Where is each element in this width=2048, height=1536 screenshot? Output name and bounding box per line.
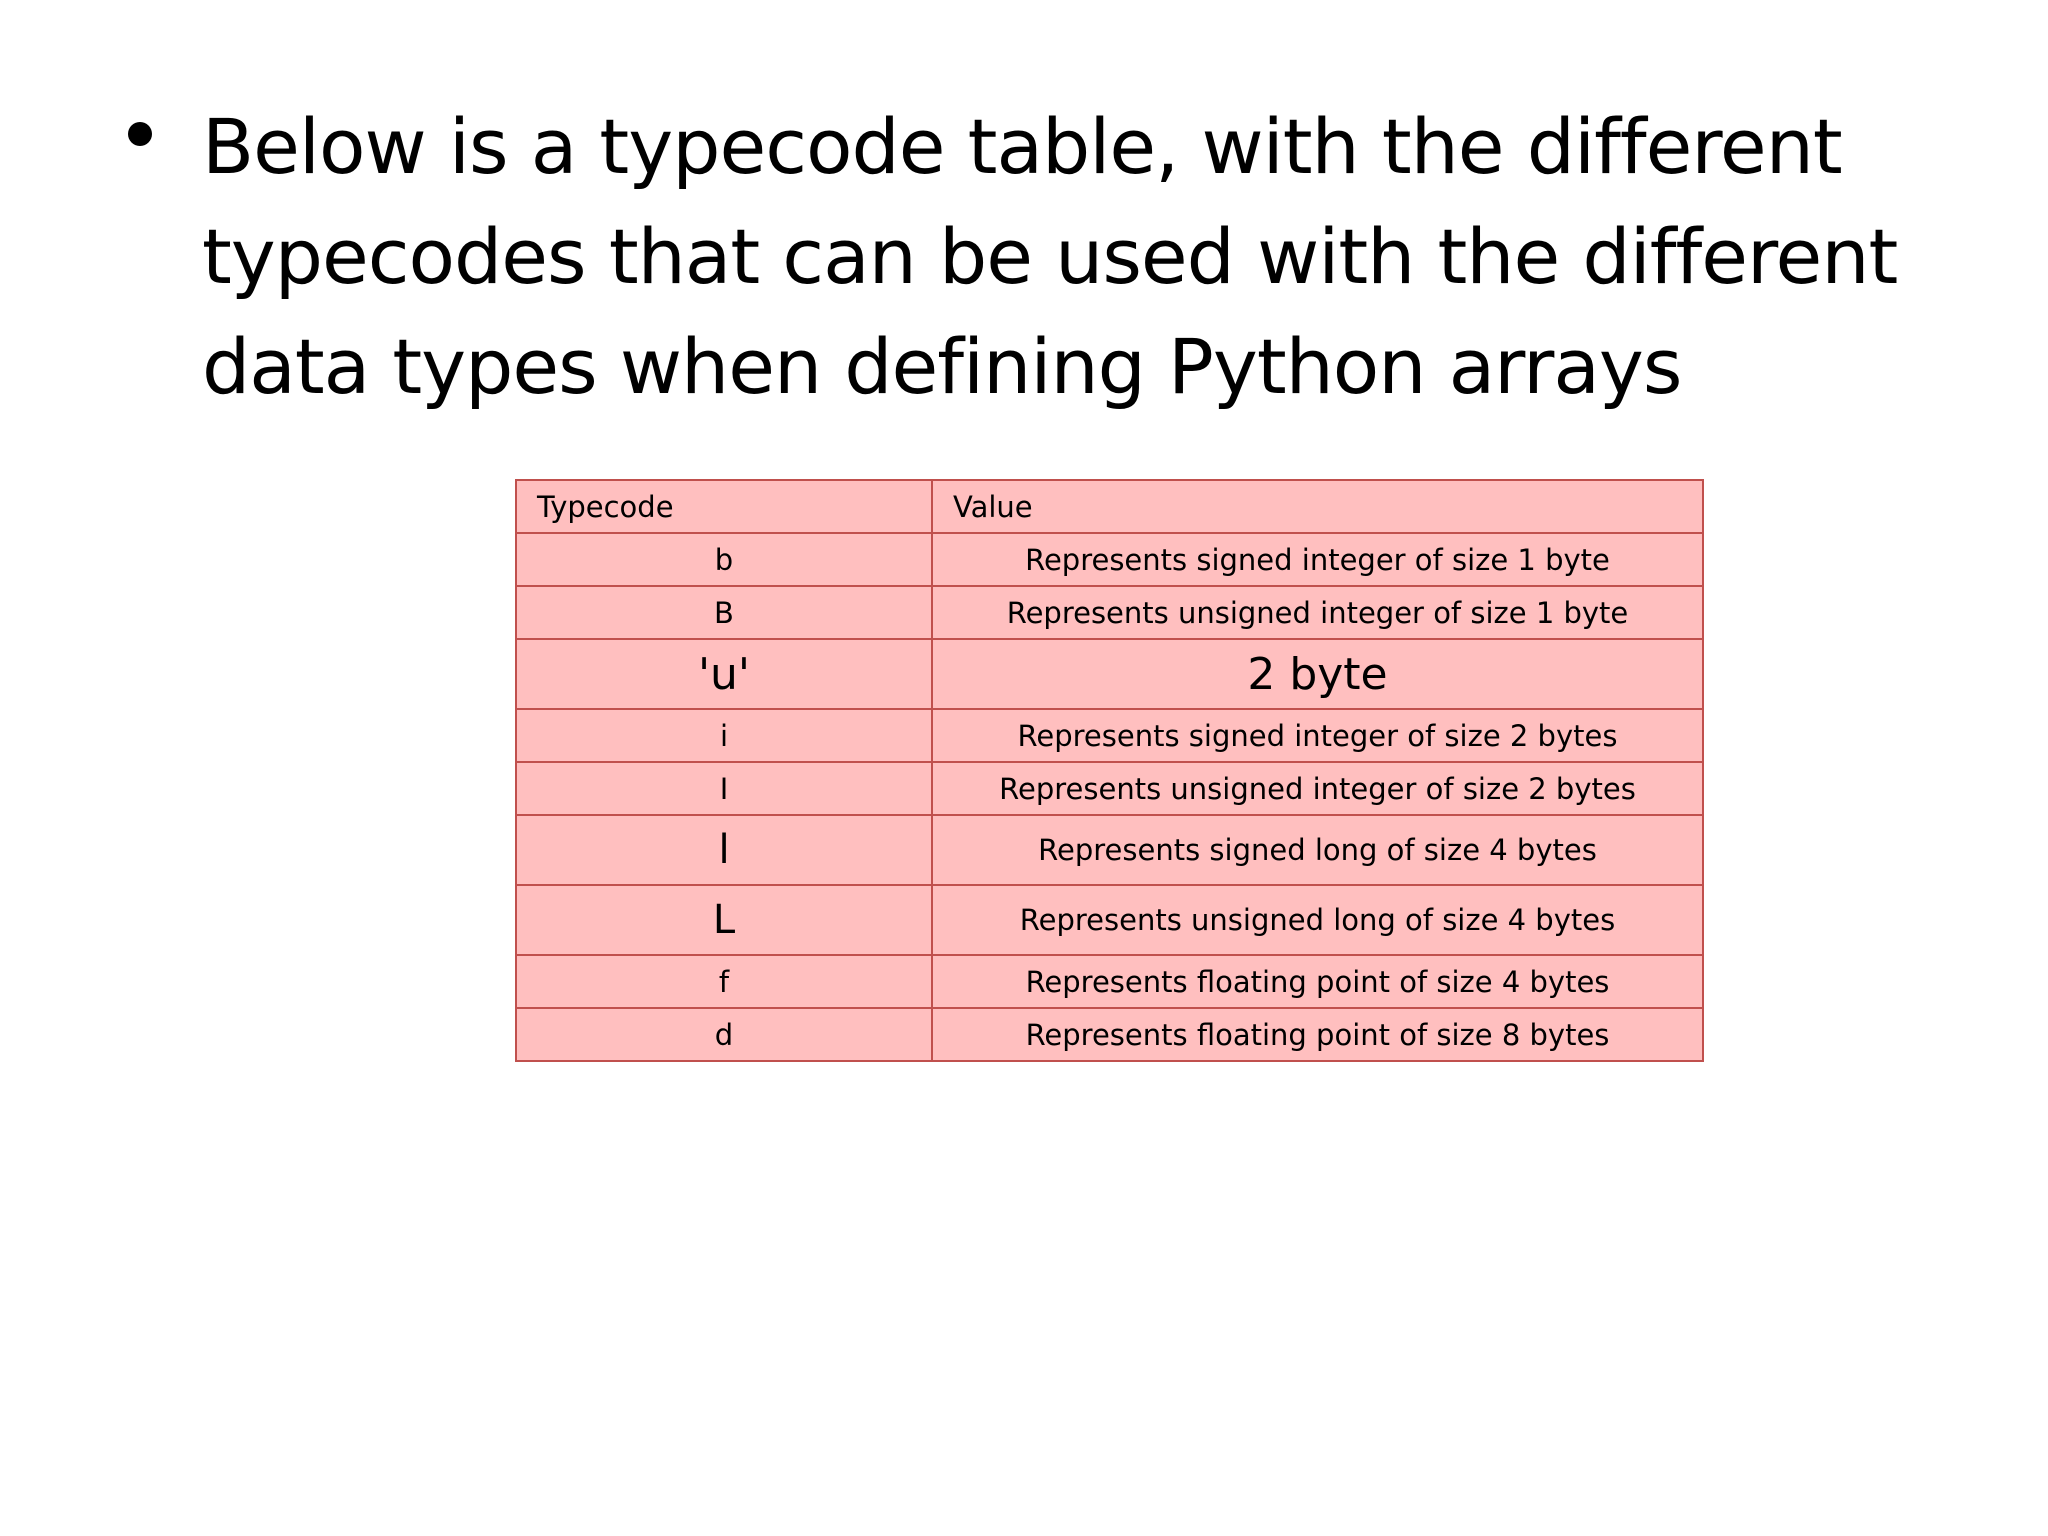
bullet-list [122, 92, 1922, 422]
header-typecode: Typecode [516, 480, 932, 533]
bullet-dot-icon [128, 122, 152, 146]
table-row [516, 533, 1703, 586]
value-cell: Represents unsigned integer of size 1 byte [932, 586, 1703, 639]
typecode-cell: i [516, 709, 932, 762]
typecode-cell: B [516, 586, 932, 639]
table-row [516, 955, 1703, 1008]
value-cell: Represents signed integer of size 2 bytes [932, 709, 1703, 762]
table-row [516, 885, 1703, 955]
value-cell: 2 byte [932, 639, 1703, 709]
value-cell: Represents unsigned integer of size 2 bytes [932, 762, 1703, 815]
typecode-cell: b [516, 533, 932, 586]
table-row [516, 815, 1703, 885]
typecode-cell: f [516, 955, 932, 1008]
value-cell: Represents signed long of size 4 bytes [932, 815, 1703, 885]
table-row [516, 762, 1703, 815]
table-row [516, 709, 1703, 762]
typecode-cell: 'u' [516, 639, 932, 709]
value-cell: Represents unsigned long of size 4 bytes [932, 885, 1703, 955]
value-cell: Represents floating point of size 8 bytes [932, 1008, 1703, 1061]
table-row [516, 639, 1703, 709]
value-cell: Represents signed integer of size 1 byte [932, 533, 1703, 586]
bullet-text: Below is a typecode table, with the different typecodes that can be used with the different data types when defining Python arrays [202, 102, 1898, 411]
typecode-cell: I [516, 762, 932, 815]
table-header-row [516, 480, 1703, 533]
table-row [516, 1008, 1703, 1061]
typecode-table [515, 479, 1704, 1062]
value-cell: Represents floating point of size 4 bytes [932, 955, 1703, 1008]
typecode-cell: l [516, 815, 932, 885]
table-row [516, 586, 1703, 639]
typecode-cell: d [516, 1008, 932, 1061]
header-value: Value [932, 480, 1703, 533]
typecode-cell: L [516, 885, 932, 955]
